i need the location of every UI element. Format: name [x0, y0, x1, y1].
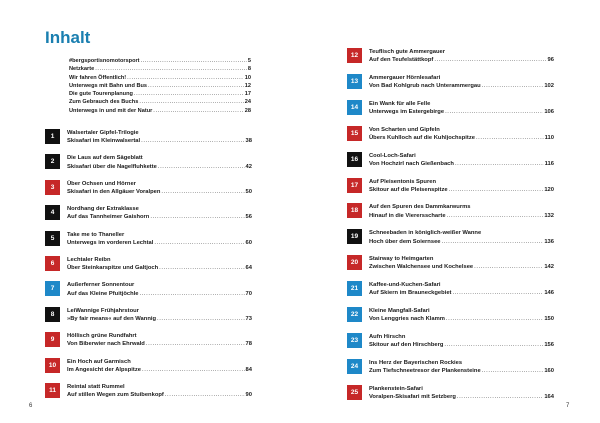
- tour-title: Kaffee-und-Kuchen-Safari: [369, 282, 441, 289]
- tour-subtitle: Über Steinkarspitze und Galtjoch: [67, 265, 159, 272]
- toc-page-number: 64: [245, 265, 252, 272]
- toc-page-number: 90: [245, 392, 252, 399]
- toc-page-number: 142: [544, 264, 554, 271]
- toc-intro-item[interactable]: [69, 74, 251, 82]
- dot-leader: [161, 188, 244, 196]
- tour-title: Nordhang der Extraklasse: [67, 206, 139, 213]
- tour-subtitle: Voralpen-Skisafari mit Setzberg: [369, 393, 456, 400]
- tour-title: LeiWannige Frühjahrstour: [67, 307, 139, 314]
- toc-tour-entry[interactable]: [45, 358, 252, 375]
- toc-tour-entry[interactable]: [347, 100, 554, 117]
- tour-title: Von Scharten und Gipfeln: [369, 126, 440, 133]
- tour-title: Reintal statt Rummel: [67, 384, 125, 390]
- page-number-right: 7: [566, 403, 570, 409]
- toc-page-number: 102: [544, 83, 554, 90]
- tour-title: Take me to Thaneller: [67, 231, 125, 238]
- tour-title: Lechtaler Reibn: [67, 257, 111, 263]
- dot-leader: [141, 137, 244, 145]
- tour-text: [369, 307, 554, 324]
- tour-subtitle-row: [369, 160, 554, 168]
- tour-subtitle-row: [369, 238, 554, 246]
- tour-title: Auf den Spuren des Dammkarwurms: [369, 204, 471, 211]
- tour-subtitle-row: [369, 393, 554, 401]
- toc-tour-entry[interactable]: [45, 256, 252, 273]
- toc-page-number: 84: [245, 366, 252, 373]
- tour-title: Auf Pleisentonis Spuren: [369, 178, 436, 185]
- tour-text: [67, 180, 252, 197]
- tour-number-badge: 9: [45, 332, 60, 347]
- dot-leader: [455, 160, 544, 168]
- tour-number-badge: 19: [347, 229, 362, 244]
- tour-subtitle: Auf das Kleine Pfuitjöchle: [67, 290, 139, 297]
- tour-title: Über Ochsen und Hörner: [67, 180, 136, 187]
- tour-text: [67, 256, 252, 273]
- toc-page-number: 164: [544, 393, 554, 400]
- tour-subtitle-row: [369, 289, 554, 297]
- tour-number-badge: 17: [347, 178, 362, 193]
- toc-page-number: 110: [544, 134, 554, 141]
- tour-number-badge: 1: [45, 129, 60, 144]
- dot-leader: [157, 315, 245, 323]
- dot-leader: [457, 393, 543, 401]
- tour-text: [67, 281, 252, 298]
- tour-text: [67, 358, 252, 375]
- toc-page-number: 56: [245, 214, 252, 221]
- dot-leader: [444, 341, 543, 349]
- tour-number-badge: 7: [45, 281, 60, 296]
- toc-intro-item[interactable]: [69, 107, 251, 115]
- toc-page-number: 96: [547, 57, 554, 64]
- tour-number-badge: 25: [347, 385, 362, 400]
- dot-leader: [445, 108, 543, 116]
- toc-page-number: 42: [245, 163, 252, 170]
- toc-intro-item[interactable]: [69, 82, 251, 90]
- tour-subtitle-row: [369, 108, 554, 116]
- tour-title: Ein Hoch auf Garmisch: [67, 358, 131, 365]
- toc-tour-entry[interactable]: [347, 74, 554, 91]
- tour-number-badge: 15: [347, 126, 362, 141]
- dot-leader: [476, 134, 544, 142]
- tour-title: Stairway to Heimgarten: [369, 256, 434, 263]
- tour-subtitle-row: [67, 391, 252, 399]
- tour-subtitle-row: [369, 134, 554, 142]
- dot-leader: [452, 289, 543, 297]
- tour-subtitle: Von Hochzirl nach Gießenbach: [369, 160, 454, 167]
- dot-leader: [482, 82, 544, 90]
- toc-intro-item[interactable]: [69, 57, 251, 65]
- tour-subtitle: »By fair means« auf den Wannig: [67, 316, 157, 323]
- tour-number-badge: 8: [45, 307, 60, 322]
- tour-subtitle-row: [369, 315, 554, 323]
- tour-number-badge: 10: [45, 358, 60, 373]
- tour-number-badge: 4: [45, 205, 60, 220]
- toc-page-number: 17: [244, 91, 251, 98]
- tour-subtitle-row: [67, 340, 252, 348]
- toc-intro-item[interactable]: [69, 90, 251, 98]
- tour-subtitle-row: [369, 341, 554, 349]
- tour-text: [369, 178, 554, 195]
- tour-number-badge: 2: [45, 154, 60, 169]
- dot-leader: [159, 264, 244, 272]
- tour-text: [369, 152, 554, 169]
- tour-number-badge: 21: [347, 281, 362, 296]
- toc-intro-item[interactable]: [69, 98, 251, 106]
- tour-number-badge: 3: [45, 180, 60, 195]
- tour-subtitle-row: [369, 212, 554, 220]
- tour-title: Cool-Loch-Safari: [369, 152, 416, 159]
- toc-tour-entry[interactable]: [45, 332, 252, 349]
- page-title: Inhalt: [45, 28, 91, 47]
- toc-page-number: 5: [247, 58, 251, 64]
- toc-tour-entry[interactable]: [45, 231, 252, 248]
- tour-subtitle-row: [67, 188, 252, 196]
- tour-text: [369, 359, 554, 376]
- toc-page-number: 150: [544, 316, 554, 323]
- tour-subtitle-row: [67, 239, 252, 247]
- page-number-left: 6: [29, 403, 33, 409]
- tour-text: [369, 333, 554, 350]
- tour-text: [369, 281, 554, 298]
- tour-subtitle: Skisafari über die Nagelfluhkette: [67, 163, 157, 170]
- toc-page-number: 28: [244, 107, 251, 114]
- tour-title: Schneebaden in königlich-weißer Wanne: [369, 230, 482, 237]
- dot-leader: [446, 315, 543, 323]
- toc-tour-entry[interactable]: [45, 383, 252, 400]
- toc-intro-label: Unterwegs mit Bahn und Bus: [69, 82, 148, 89]
- toc-intro-label: Netzkarte: [69, 66, 95, 73]
- tour-subtitle: Hinauf in die Vierersscharte: [369, 212, 446, 219]
- tour-subtitle-row: [369, 56, 554, 64]
- toc-intro-label: Zum Gebrauch des Buchs: [69, 99, 139, 106]
- toc-tour-entry[interactable]: [347, 255, 554, 272]
- dot-leader: [434, 56, 546, 64]
- toc-tour-entry[interactable]: [347, 281, 554, 298]
- toc-page-number: 10: [244, 74, 251, 81]
- tour-subtitle: Auf das Tannheimer Gaishorn: [67, 214, 150, 221]
- toc-page-number: 136: [544, 238, 554, 245]
- tour-title: Höllisch grüne Rundfahrt: [67, 333, 137, 340]
- tour-text: [369, 100, 554, 117]
- toc-page-number: 8: [247, 66, 251, 73]
- tour-number-badge: 12: [347, 48, 362, 63]
- tour-title: Kleine Mangfall-Safari: [369, 308, 430, 314]
- toc-page-number: 160: [544, 368, 554, 375]
- toc-intro-label: Wir fahren Öffentlich!: [69, 74, 127, 81]
- dot-leader: [140, 290, 245, 298]
- tour-number-badge: 22: [347, 307, 362, 322]
- tour-title: Ammergauer Hörnlesafari: [369, 74, 441, 81]
- tour-title: Walsertaler Gipfel-Trilogie: [67, 130, 139, 136]
- tour-text: [67, 129, 252, 146]
- tour-text: [369, 203, 554, 220]
- tour-subtitle-row: [67, 264, 252, 272]
- dot-leader: [474, 263, 543, 271]
- toc-tour-entry[interactable]: [45, 307, 252, 324]
- tour-subtitle-row: [67, 315, 252, 323]
- toc-page-number: 132: [544, 212, 554, 219]
- tour-title: Ein Wank für alle Felle: [369, 100, 431, 107]
- tour-number-badge: 11: [45, 383, 60, 398]
- tour-subtitle: Skisafari im Kleinwalsertal: [67, 138, 141, 145]
- tour-subtitle: Im Angesicht der Alpspitze: [67, 366, 141, 373]
- tour-number-badge: 16: [347, 152, 362, 167]
- toc-page-number: 24: [244, 99, 251, 106]
- dot-leader: [449, 186, 544, 194]
- tour-title: Aufn Hirschn: [369, 333, 406, 340]
- tour-title: Die Laus auf dem Sägeblatt: [67, 155, 143, 162]
- toc-page-number: 120: [544, 186, 554, 193]
- dot-leader: [154, 239, 244, 247]
- tour-text: [369, 48, 554, 65]
- tour-number-badge: 5: [45, 231, 60, 246]
- toc-page-number: 73: [245, 316, 252, 323]
- tour-text: [67, 205, 252, 222]
- tour-text: [67, 332, 252, 349]
- tour-subtitle: Zwischen Walchensee und Kochelsee: [369, 264, 474, 271]
- toc-tour-entry[interactable]: [347, 359, 554, 376]
- dot-leader: [153, 107, 243, 115]
- toc-page-number: 12: [244, 82, 251, 89]
- tour-subtitle-row: [67, 290, 252, 298]
- tour-title: Teuflisch gute Ammergauer: [369, 49, 446, 55]
- tour-subtitle: Auf stillen Wegen zum Stuibenkopf: [67, 392, 164, 399]
- tour-number-badge: 20: [347, 255, 362, 270]
- toc-tour-entry[interactable]: [45, 129, 252, 146]
- toc-tour-entry[interactable]: [347, 333, 554, 350]
- tour-number-badge: 23: [347, 333, 362, 348]
- dot-leader: [150, 213, 244, 221]
- toc-page-number: 106: [544, 109, 554, 116]
- dot-leader: [148, 82, 244, 90]
- dot-leader: [482, 367, 544, 375]
- tour-subtitle: Auf den Teufelstättkopf: [369, 57, 434, 64]
- tour-text: [67, 231, 252, 248]
- tour-text: [369, 385, 554, 402]
- dot-leader: [146, 340, 245, 348]
- tour-subtitle-row: [67, 163, 252, 171]
- toc-tour-entry[interactable]: [347, 126, 554, 143]
- tour-subtitle: Von Lenggries nach Klamm: [369, 316, 445, 323]
- toc-page-number: 156: [544, 342, 554, 349]
- dot-leader: [127, 74, 244, 82]
- toc-tour-entry[interactable]: [347, 385, 554, 402]
- dot-leader: [134, 90, 244, 98]
- toc-tour-entry[interactable]: [347, 203, 554, 220]
- tour-number-badge: 13: [347, 74, 362, 89]
- toc-tour-entry[interactable]: [347, 229, 554, 246]
- tour-title: Außerferner Sonnentour: [67, 282, 135, 289]
- tour-subtitle: Hoch über dem Soiernsee: [369, 238, 441, 245]
- tour-subtitle-row: [67, 366, 252, 374]
- toc-intro-label: #bergsportisnomotorsport: [69, 58, 140, 64]
- tour-subtitle: Skisafari in den Allgäuer Voralpen: [67, 189, 161, 196]
- toc-page-number: 60: [245, 239, 252, 246]
- toc-intro-label: Die gute Tourenplanung: [69, 91, 133, 98]
- tour-subtitle: Skitour auf den Hirschberg: [369, 342, 444, 349]
- toc-tour-entry[interactable]: [45, 281, 252, 298]
- tour-subtitle: Auf Skiern im Brauneckgebiet: [369, 290, 452, 297]
- tour-subtitle-row: [67, 137, 252, 145]
- tour-subtitle: Von Biberwier nach Ehrwald: [67, 341, 145, 348]
- dot-leader: [142, 366, 245, 374]
- tour-text: [369, 229, 554, 246]
- toc-page-number: 116: [544, 160, 554, 167]
- dot-leader: [447, 212, 544, 220]
- tour-subtitle: Übers Kuhlloch auf die Kuhljochspitze: [369, 134, 475, 141]
- dot-leader: [139, 98, 243, 106]
- tour-subtitle-row: [67, 213, 252, 221]
- tour-subtitle: Von Bad Kohlgrub nach Unterammergau: [369, 83, 481, 90]
- tour-subtitle-row: [369, 82, 554, 90]
- dot-leader: [442, 238, 544, 246]
- tour-text: [369, 255, 554, 272]
- dot-leader: [158, 163, 245, 171]
- tour-title: Ins Herz der Bayerischen Rockies: [369, 359, 463, 366]
- toc-page-number: 70: [245, 290, 252, 297]
- tour-number-badge: 18: [347, 203, 362, 218]
- toc-page-number: 78: [245, 341, 252, 348]
- toc-intro-label: Unterwegs in und mit der Natur: [69, 107, 153, 114]
- tour-text: [67, 154, 252, 171]
- tour-subtitle: Unterwegs im vorderen Lechtal: [67, 239, 154, 246]
- tour-subtitle-row: [369, 263, 554, 271]
- tour-subtitle: Skitour auf die Pleisenspitze: [369, 186, 448, 193]
- toc-intro-item[interactable]: [69, 65, 251, 73]
- toc-tour-entry[interactable]: [347, 307, 554, 324]
- dot-leader: [165, 391, 245, 399]
- toc-tour-entry[interactable]: [347, 178, 554, 195]
- toc-tour-entry[interactable]: [347, 48, 554, 65]
- dot-leader: [95, 65, 247, 73]
- toc-page-number: 38: [245, 138, 252, 145]
- tour-text: [369, 126, 554, 143]
- toc-tour-entry[interactable]: [45, 205, 252, 222]
- tour-text: [67, 383, 252, 400]
- tour-text: [369, 74, 554, 91]
- toc-page-number: 50: [245, 189, 252, 196]
- tour-title: Plankenstein-Safari: [369, 385, 423, 392]
- tour-subtitle: Zum Tiefschneetresor der Plankensteine: [369, 368, 481, 375]
- intro-list: [69, 57, 251, 115]
- tour-subtitle-row: [369, 186, 554, 194]
- tour-subtitle: Unterwegs im Estergebirge: [369, 109, 445, 116]
- toc-tour-entry[interactable]: [45, 180, 252, 197]
- toc-tour-entry[interactable]: [347, 152, 554, 169]
- tour-number-badge: 14: [347, 100, 362, 115]
- tour-subtitle-row: [369, 367, 554, 375]
- tour-text: [67, 307, 252, 324]
- toc-tour-entry[interactable]: [45, 154, 252, 171]
- tour-number-badge: 6: [45, 256, 60, 271]
- dot-leader: [141, 57, 247, 65]
- tour-number-badge: 24: [347, 359, 362, 374]
- toc-page-number: 146: [544, 290, 554, 297]
